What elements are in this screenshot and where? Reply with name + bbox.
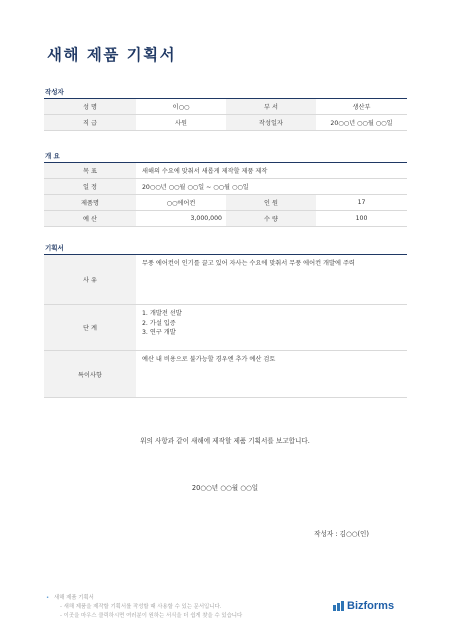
- goal-label: 목 표: [44, 163, 136, 179]
- table-row: [44, 211, 407, 227]
- table-row: [44, 115, 407, 131]
- quantity-label: 수 량: [226, 211, 316, 227]
- quantity-value[interactable]: 100: [316, 211, 407, 227]
- section-label-overview: 개 요: [45, 152, 60, 160]
- bizforms-logo-icon: [333, 601, 344, 611]
- schedule-label: 일 정: [44, 179, 136, 195]
- headcount-value[interactable]: 17: [316, 195, 407, 211]
- signer[interactable]: 작성자 : 김○○(인): [314, 530, 369, 538]
- footer-notes: [46, 594, 242, 621]
- list-item: 2. 가설 입증: [142, 319, 176, 327]
- report-date[interactable]: 20○○년 ○○월 ○○일: [191, 484, 259, 492]
- rank-value[interactable]: 사원: [136, 115, 226, 131]
- date-value[interactable]: 20○○년 ○○월 ○○일: [316, 115, 407, 131]
- table-row: [44, 179, 407, 195]
- department-label: 부 서: [226, 99, 316, 115]
- list-item: 1. 개발전 선발: [142, 310, 182, 317]
- budget-value[interactable]: 3,000,000: [136, 211, 226, 227]
- product-name-value[interactable]: ○○에어컨: [136, 195, 226, 211]
- table-row: [44, 305, 407, 351]
- report-statement: 위의 사항과 같이 새해에 제작할 제품 기획서를 보고합니다.: [140, 437, 310, 445]
- goal-value[interactable]: 새해의 수요에 맞춰서 새롭게 제작할 제품 제작: [136, 163, 407, 179]
- section-label-author: 작성자: [45, 88, 64, 96]
- overview-table: [44, 162, 407, 227]
- name-label: 성 명: [44, 99, 136, 115]
- notes-label: 특이사항: [44, 351, 136, 398]
- table-row: [44, 351, 407, 398]
- plan-table: [44, 254, 407, 398]
- footer-link[interactable]: - 이곳을 마우스 클릭하시면 여러분이 원하는 서식을 더 쉽게 찾을 수 있습니다: [60, 613, 243, 619]
- product-name-label: 제품명: [44, 195, 136, 211]
- name-value[interactable]: 이○○: [136, 99, 226, 115]
- footer-description: - 새해 제품을 제작할 기획서를 작성할 때 사용할 수 있는 문서입니다.: [60, 604, 222, 610]
- table-row: [44, 255, 407, 305]
- footer-title: • 새해 제품 기획서: [46, 594, 242, 603]
- brand-logo[interactable]: [333, 600, 394, 612]
- list-item: 3. 연구 개발: [142, 329, 176, 336]
- department-value[interactable]: 생산부: [316, 99, 407, 115]
- table-row: [44, 195, 407, 211]
- table-row: [44, 99, 407, 115]
- brand-name: Bizforms: [347, 600, 395, 612]
- notes-text[interactable]: 예산 내 비용으로 불가능할 경우엔 추가 예산 검토: [136, 351, 407, 398]
- reason-text[interactable]: 무풍 에어컨이 인기를 끌고 있어 자사는 수요에 맞춰서 무풍 에어컨 개발에 주력: [136, 255, 407, 305]
- date-label: 작성일자: [226, 115, 316, 131]
- schedule-value[interactable]: 20○○년 ○○월 ○○일 ~ ○○월 ○○일: [136, 179, 407, 195]
- author-table: [44, 98, 407, 131]
- budget-label: 예 산: [44, 211, 136, 227]
- steps-label: 단 계: [44, 305, 136, 351]
- reason-label: 사 유: [44, 255, 136, 305]
- document-title: 새해 제품 기획서: [47, 46, 177, 64]
- headcount-label: 인 원: [226, 195, 316, 211]
- section-label-plan: 기획서: [45, 244, 64, 252]
- steps-list[interactable]: [136, 305, 407, 351]
- table-row: [44, 163, 407, 179]
- rank-label: 직 급: [44, 115, 136, 131]
